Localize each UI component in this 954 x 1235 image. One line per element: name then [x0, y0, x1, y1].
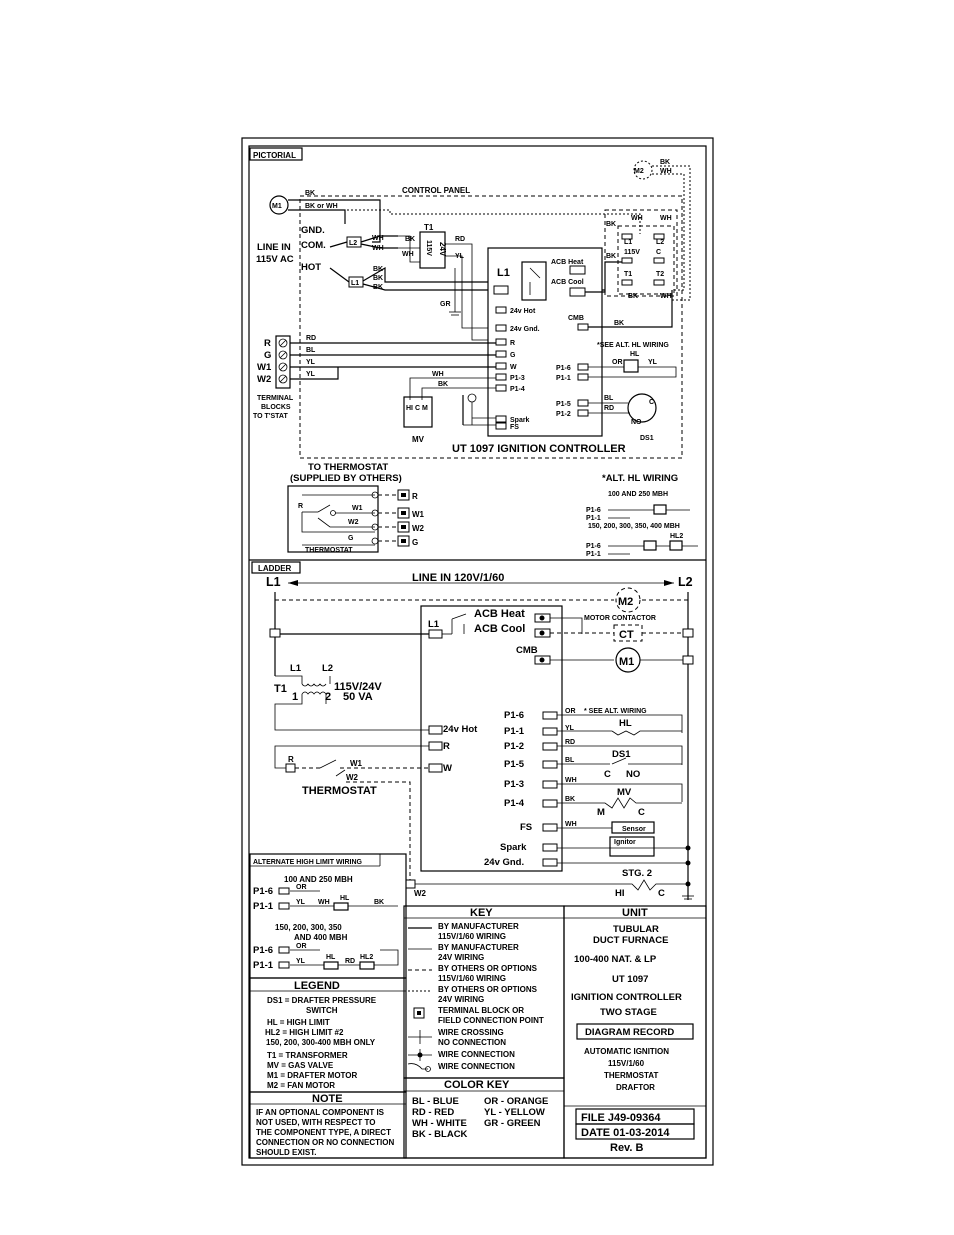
- legend-title: LEGEND: [294, 980, 340, 992]
- ladder-controller-board: [421, 606, 562, 871]
- ladder-p1-3: P1-3: [504, 779, 525, 790]
- term-p1-2: P1-2: [556, 411, 571, 418]
- tstat-caption: THERMOSTAT: [305, 547, 353, 554]
- record-line: THERMOSTAT: [604, 1071, 659, 1080]
- wire-yl-label: YL: [455, 253, 464, 260]
- cmb-terminal: [578, 324, 588, 330]
- alt-panel-yl: YL: [296, 899, 305, 906]
- ladder-t1-1: 1: [292, 691, 299, 703]
- acb-heat-label: ACB Heat: [551, 259, 584, 266]
- ladder-stg2-c: C: [658, 888, 665, 899]
- term-p1-3: P1-3: [510, 375, 525, 382]
- key-panel: [404, 906, 564, 1078]
- ct-label: CT: [619, 629, 634, 641]
- key-item: WIRE CONNECTION: [438, 1062, 515, 1071]
- tstat-g: G: [348, 535, 354, 542]
- record-line: 115V/1/60: [608, 1059, 645, 1068]
- legend-item: DS1 = DRAFTER PRESSURE: [267, 996, 377, 1005]
- legend-item: MV = GAS VALVE: [267, 1061, 334, 1070]
- thermostat-box: [288, 486, 378, 552]
- ladder-t1-l2: L2: [322, 663, 334, 674]
- color-key-item: YL - YELLOW: [484, 1107, 545, 1118]
- gnd-label: GND.: [301, 225, 325, 236]
- note-title: NOTE: [312, 1093, 343, 1105]
- key-item: FIELD CONNECTION POINT: [438, 1016, 544, 1025]
- alt-panel-yl-b: YL: [296, 958, 305, 965]
- wire-bk-label: BK: [373, 275, 384, 282]
- note-line: SHOULD EXIST.: [256, 1148, 317, 1157]
- wire-gr-label: GR: [440, 301, 451, 308]
- wire-yl-label: YL: [306, 359, 315, 366]
- acb-relay: [522, 262, 546, 300]
- unit-title: UNIT: [622, 907, 648, 919]
- ladder-acb-heat: ACB Heat: [474, 608, 525, 620]
- alt-panel-p1-6-b: P1-6: [253, 945, 274, 956]
- ladder-wire-bl: BL: [565, 757, 575, 764]
- legend-item: M2 = FAN MOTOR: [267, 1081, 336, 1090]
- wire-bk-label: BK: [373, 284, 384, 291]
- key-item: BY OTHERS OR OPTIONS: [438, 964, 537, 973]
- field-g: G: [412, 538, 419, 547]
- ds1-label: DS1: [640, 435, 654, 442]
- ladder-mv-m: M: [597, 807, 605, 818]
- ladder-p1-1: P1-1: [504, 726, 525, 737]
- line-in-voltage: 115V AC: [256, 254, 294, 265]
- ladder-t1: T1: [274, 683, 287, 695]
- ladder-p1-4: P1-4: [504, 798, 525, 809]
- color-key-item: RD - RED: [412, 1107, 455, 1118]
- record-line: DRAFTOR: [616, 1083, 655, 1092]
- wire-wh-label: WH: [402, 251, 414, 258]
- ct-t1-label: T1: [624, 271, 633, 278]
- ladder-24v-hot: 24v Hot: [443, 724, 478, 735]
- alt-hl2: HL2: [670, 533, 684, 540]
- ct-l1-label: L1: [624, 239, 633, 246]
- alt-hl-title: *ALT. HL WIRING: [602, 473, 679, 484]
- legend-item: T1 = TRANSFORMER: [267, 1051, 348, 1060]
- alt-panel-hl2: HL2: [360, 954, 374, 961]
- alt-hl-panel-group1: 100 AND 250 MBH: [284, 875, 353, 884]
- term-24v-hot: 24v Hot: [510, 308, 536, 315]
- wire-bk-label: BK: [438, 381, 449, 388]
- ladder-ds1: DS1: [612, 749, 631, 760]
- note-line: NOT USED, WITH RESPECT TO: [256, 1118, 376, 1127]
- alt-panel-wh: WH: [318, 899, 330, 906]
- hot-label: HOT: [301, 262, 322, 273]
- alternate-hl-panel: [250, 854, 406, 978]
- ladder-l1: L1: [266, 575, 281, 589]
- unit-line: 100-400 NAT. & LP: [574, 954, 657, 965]
- l2-label: L2: [349, 240, 358, 247]
- ladder-t1-l1: L1: [290, 663, 302, 674]
- ladder-m1-label: M1: [619, 656, 635, 668]
- alt-panel-hl: HL: [340, 895, 350, 902]
- pictorial-section: [250, 148, 698, 558]
- key-item: NO CONNECTION: [438, 1038, 506, 1047]
- mv-terminals: HI C M: [406, 405, 428, 412]
- field-w1: W1: [412, 510, 424, 519]
- wire-bk-label: BK: [606, 253, 617, 260]
- color-key-panel: [404, 1078, 564, 1158]
- ladder-see-alt: * SEE ALT. WIRING: [584, 708, 647, 715]
- ladder-tstat-w1: W1: [350, 759, 362, 768]
- tb-g: G: [264, 350, 272, 361]
- alt-panel-bk: BK: [374, 899, 385, 906]
- ladder-w2-bottom: W2: [414, 889, 426, 898]
- ladder-stg2-hi: HI: [615, 888, 625, 899]
- wire-wh-label: WH: [660, 293, 672, 300]
- tb-caption-3: TO T'STAT: [253, 413, 288, 420]
- legend-item: HL = HIGH LIMIT: [267, 1018, 330, 1027]
- note-line: IF AN OPTIONAL COMPONENT IS: [256, 1108, 385, 1117]
- wire-wh-label: WH: [660, 215, 672, 222]
- key-item: BY MANUFACTURER: [438, 943, 519, 952]
- t1-115v: 115V: [425, 240, 432, 256]
- ladder-wire-yl: YL: [565, 725, 574, 732]
- board-l1-label: L1: [497, 267, 510, 279]
- tb-w1: W1: [257, 362, 272, 373]
- ladder-spark: Spark: [500, 842, 527, 853]
- alt-panel-or: OR: [296, 884, 307, 891]
- alt-panel-p1-1-b: P1-1: [253, 960, 274, 971]
- wire-bl-label: BL: [604, 395, 614, 402]
- wire-or-label: OR: [612, 359, 623, 366]
- line-in-label: LINE IN: [257, 242, 291, 253]
- term-p1-1: P1-1: [556, 375, 571, 382]
- ladder-p1-terminals: [484, 710, 557, 868]
- supplied-by-others: (SUPPLIED BY OTHERS): [290, 473, 402, 484]
- wire-wh-label: WH: [660, 168, 672, 175]
- legend-item: M1 = DRAFTER MOTOR: [267, 1071, 358, 1080]
- wire-wh-label: WH: [432, 371, 444, 378]
- controller-title: UT 1097 IGNITION CONTROLLER: [452, 443, 626, 455]
- alt-hl-panel-group2-1: 150, 200, 300, 350: [275, 923, 342, 932]
- diagram-record-title: DIAGRAM RECORD: [585, 1027, 675, 1038]
- alt-p1-6: P1-6: [586, 507, 601, 514]
- ds1-c: C: [649, 399, 655, 406]
- wire-bk-label: BK: [628, 293, 639, 300]
- field-w2: W2: [412, 524, 424, 533]
- ladder-wire-wh: WH: [565, 777, 577, 784]
- ladder-ds1-no: NO: [626, 769, 641, 780]
- ladder-r: R: [443, 741, 450, 752]
- wire-yl-label: YL: [648, 359, 657, 366]
- ladder-section: [252, 562, 694, 900]
- key-item: 115V/1/60 WIRING: [438, 932, 507, 941]
- note-panel: [250, 1092, 406, 1158]
- ladder-label: LADDER: [258, 564, 292, 573]
- ds1-no: NO: [631, 419, 642, 426]
- term-fs: FS: [510, 424, 519, 431]
- m1-label: M1: [272, 203, 282, 210]
- ladder-mv: MV: [617, 787, 632, 798]
- key-item: BY OTHERS OR OPTIONS: [438, 985, 537, 994]
- hl-switch: [624, 360, 638, 372]
- ladder-line-in: LINE IN 120V/1/60: [412, 572, 505, 584]
- alt-panel-rd: RD: [345, 958, 356, 965]
- wire-wh-label: WH: [372, 235, 384, 242]
- field-r: R: [412, 492, 418, 501]
- ladder-wire-or: OR: [565, 708, 576, 715]
- alt-hl-150-400: 150, 200, 300, 350, 400 MBH: [588, 523, 680, 530]
- key-item: 24V WIRING: [438, 995, 485, 1004]
- ladder-ignitor: Ignitor: [614, 839, 636, 846]
- ladder-p1-6: P1-6: [504, 710, 525, 721]
- hl-label: HL: [630, 351, 640, 358]
- alt-panel-hl-b: HL: [326, 954, 336, 961]
- color-key-item: OR - ORANGE: [484, 1096, 549, 1107]
- control-panel-label: CONTROL PANEL: [402, 186, 471, 195]
- tstat-w2: W2: [348, 519, 359, 526]
- term-r: R: [510, 340, 516, 347]
- ladder-p1-2: P1-2: [504, 741, 525, 752]
- key-item: TERMINAL BLOCK OR: [438, 1006, 525, 1015]
- wire-yl-label: YL: [306, 371, 315, 378]
- wire-wh-label: WH: [631, 215, 643, 222]
- ct-l2-label: L2: [656, 239, 665, 246]
- ladder-xfmr: 115V/24V: [334, 681, 382, 693]
- alt-hl-panel-title: ALTERNATE HIGH LIMIT WIRING: [253, 859, 363, 866]
- ladder-wire-wh: WH: [565, 821, 577, 828]
- ladder-thermostat: THERMOSTAT: [302, 785, 377, 797]
- wire-bk-label: BK: [614, 320, 625, 327]
- term-p1-5: P1-5: [556, 401, 571, 408]
- ladder-tstat-r: R: [288, 755, 294, 764]
- t1-24v: 24V: [438, 242, 447, 257]
- gas-valve-mv: [404, 397, 432, 427]
- ladder-24v-gnd: 24v Gnd.: [484, 857, 525, 868]
- t1-label: T1: [424, 223, 434, 232]
- legend-panel: [250, 978, 406, 1092]
- to-thermostat-label: TO THERMOSTAT: [308, 462, 389, 473]
- term-p1-6: P1-6: [556, 365, 571, 372]
- legend-item: 150, 200, 300-400 MBH ONLY: [266, 1038, 376, 1047]
- color-key-item: BL - BLUE: [412, 1096, 459, 1107]
- wire-bk-label: BK: [305, 190, 316, 197]
- ladder-w: W: [443, 763, 452, 774]
- key-item: WIRE CONNECTION: [438, 1050, 515, 1059]
- term-w: W: [510, 364, 517, 371]
- key-item: 24V WIRING: [438, 953, 485, 962]
- title-block: [564, 906, 706, 1158]
- unit-line: TWO STAGE: [600, 1007, 657, 1018]
- m2-label: M2: [634, 168, 644, 175]
- pictorial-label: PICTORIAL: [253, 151, 296, 160]
- wire-bk-label: BK: [606, 221, 617, 228]
- acb-cool-label: ACB Cool: [551, 279, 584, 286]
- tb-caption-1: TERMINAL: [257, 395, 294, 402]
- see-alt-hl-label: *SEE ALT. HL WIRING: [597, 342, 669, 349]
- term-24v-gnd: 24v Gnd.: [510, 326, 540, 333]
- terminal-blocks: [276, 336, 290, 388]
- tb-w2: W2: [257, 374, 272, 385]
- ladder-t1-2: 2: [325, 691, 332, 703]
- ladder-cmb: CMB: [516, 645, 538, 656]
- ct-c-label: C: [656, 249, 662, 256]
- ct-115v: 115V: [624, 249, 640, 256]
- wire-rd-label: RD: [455, 236, 466, 243]
- term-g: G: [510, 352, 516, 359]
- tb-r: R: [264, 338, 271, 349]
- key-item: WIRE CROSSING: [438, 1028, 504, 1037]
- ladder-ds1-c: C: [604, 769, 611, 780]
- unit-line: TUBULAR: [613, 924, 659, 935]
- ladder-wire-bk: BK: [565, 796, 576, 803]
- alt-p1-1-b: P1-1: [586, 551, 601, 558]
- revision: Rev. B: [610, 1142, 644, 1154]
- ladder-tstat-w2: W2: [346, 773, 358, 782]
- alt-panel-or-b: OR: [296, 943, 307, 950]
- ladder-wire-rd: RD: [565, 739, 576, 746]
- board-l1-terminal: [494, 286, 508, 294]
- unit-line: DUCT FURNACE: [593, 935, 669, 946]
- color-key-item: GR - GREEN: [484, 1118, 541, 1129]
- alt-panel-p1-6: P1-6: [253, 886, 274, 897]
- cmb-label: CMB: [568, 315, 584, 322]
- term-spark: Spark: [510, 417, 530, 424]
- key-item: BY MANUFACTURER: [438, 922, 519, 931]
- wire-bk-label: BK: [660, 159, 671, 166]
- wire-bk-label: BK: [373, 266, 384, 273]
- ladder-va: 50 VA: [343, 691, 373, 703]
- ladder-l2: L2: [678, 575, 693, 589]
- key-item: 115V/1/60 WIRING: [438, 974, 507, 983]
- ladder-p1-5: P1-5: [504, 759, 525, 770]
- term-p1-4: P1-4: [510, 386, 525, 393]
- legend-item: HL2 = HIGH LIMIT #2: [265, 1028, 344, 1037]
- color-key-title: COLOR KEY: [444, 1079, 510, 1091]
- motor-contactor-label: MOTOR CONTACTOR: [584, 615, 656, 622]
- unit-line: UT 1097: [612, 974, 649, 985]
- alt-hl-100-250: 100 AND 250 MBH: [608, 491, 669, 498]
- wire-wh-label: WH: [372, 245, 384, 252]
- wire-bk-or-wh-label: BK or WH: [305, 203, 338, 210]
- ladder-m2-label: M2: [618, 596, 634, 608]
- wire-rd-label: RD: [306, 335, 317, 342]
- ladder-acb-l1: L1: [428, 619, 440, 630]
- color-key-item: WH - WHITE: [412, 1118, 467, 1129]
- alt-p1-1: P1-1: [586, 515, 601, 522]
- ladder-sensor: Sensor: [622, 826, 646, 833]
- note-line: THE COMPONENT TYPE, A DIRECT: [256, 1128, 391, 1137]
- com-label: COM.: [301, 240, 326, 251]
- alt-panel-p1-1: P1-1: [253, 901, 274, 912]
- wire-rd-label: RD: [604, 405, 615, 412]
- record-line: AUTOMATIC IGNITION: [584, 1047, 670, 1056]
- ladder-fs: FS: [520, 822, 533, 833]
- wire-bl-label: BL: [306, 347, 316, 354]
- wire-bk-label: BK: [405, 236, 416, 243]
- date: DATE 01-03-2014: [581, 1127, 670, 1139]
- tb-caption-2: BLOCKS: [261, 404, 291, 411]
- file-number: FILE J49-09364: [581, 1112, 661, 1124]
- ladder-mv-c: C: [638, 807, 645, 818]
- alt-hl-panel-group2-2: AND 400 MBH: [294, 933, 348, 942]
- unit-line: IGNITION CONTROLLER: [571, 992, 682, 1003]
- ladder-hl: HL: [619, 718, 632, 729]
- note-line: CONNECTION OR NO CONNECTION: [256, 1138, 395, 1147]
- color-key-item: BK - BLACK: [412, 1129, 468, 1140]
- tstat-w1: W1: [352, 505, 363, 512]
- key-title: KEY: [470, 907, 493, 919]
- ladder-stg2: STG. 2: [622, 868, 653, 879]
- mv-label: MV: [412, 435, 424, 444]
- ct-t2-label: T2: [656, 271, 665, 278]
- alt-p1-6-b: P1-6: [586, 543, 601, 550]
- legend-item: SWITCH: [306, 1006, 338, 1015]
- tstat-r: R: [298, 503, 304, 510]
- ladder-acb-cool: ACB Cool: [474, 623, 526, 635]
- l1-label: L1: [351, 280, 360, 287]
